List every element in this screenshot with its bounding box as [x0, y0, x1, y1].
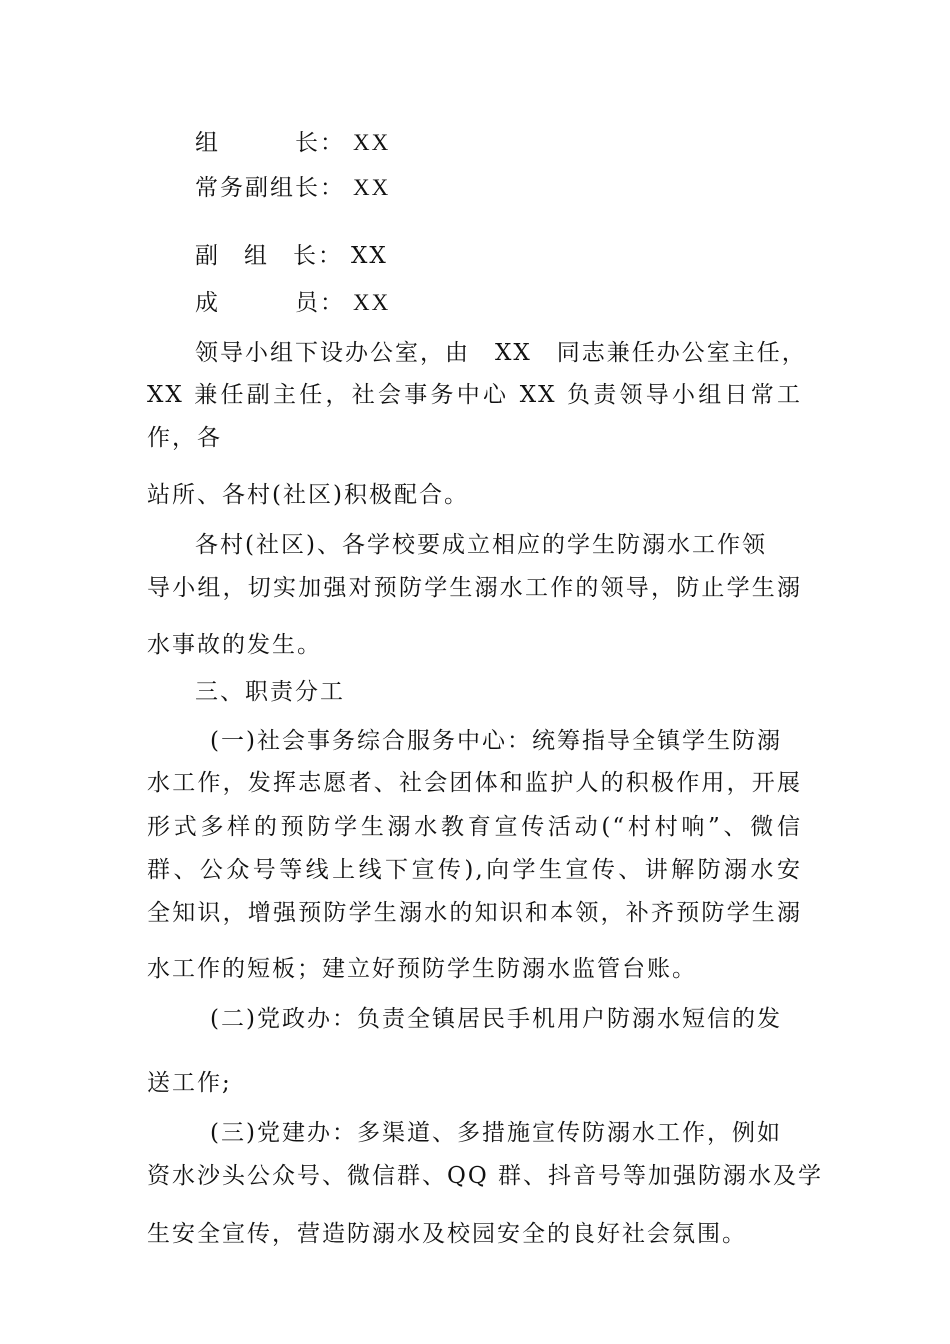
section2-line-2: 送工作;	[147, 1070, 232, 1096]
section1-line-1: (一)社会事务综合服务中心：统筹指导全镇学生防溺	[210, 728, 782, 754]
section-title: 三、职责分工	[195, 679, 345, 705]
village-line-3: 水事故的发生。	[147, 632, 322, 658]
role-leader	[195, 128, 855, 158]
section3-line-2: 资水沙头公众号、微信群、QQ 群、抖音号等加强防溺水及学	[147, 1163, 824, 1189]
section1-line-3: 形式多样的预防学生溺水教育宣传活动(“村村响”、微信	[147, 814, 802, 840]
section1-line-6: 水工作的短板；建立好预防学生防溺水监管台账。	[147, 956, 697, 982]
role-deputy-label-b: 组	[244, 243, 269, 269]
role-deputy	[195, 241, 855, 271]
office-line-1: 领导小组下设办公室，由 XX 同志兼任办公室主任，	[195, 340, 807, 366]
role-member-label-a: 成	[195, 290, 220, 316]
role-leader-value: XX	[353, 130, 391, 155]
section2-line-1: (二)党政办：负责全镇居民手机用户防溺水短信的发	[210, 1006, 782, 1032]
office-line-4: 站所、各村(社区)积极配合。	[147, 482, 469, 508]
role-deputy-label-a: 副	[195, 243, 220, 269]
role-member-label-b: 员：	[295, 290, 345, 316]
role-exec-deputy-label: 常务副组长：	[195, 175, 345, 201]
role-exec-deputy	[195, 173, 855, 203]
role-deputy-value: XX	[351, 243, 388, 269]
role-deputy-label-c: 长：	[293, 243, 343, 269]
role-member	[195, 288, 855, 318]
office-line-3: 作，各	[147, 425, 222, 451]
role-exec-deputy-value: XX	[353, 175, 391, 200]
section1-line-4: 群、公众号等线上线下宣传),向学生宣传、讲解防溺水安	[147, 857, 802, 883]
role-member-value: XX	[353, 290, 391, 315]
section1-line-5: 全知识，增强预防学生溺水的知识和本领，补齐预防学生溺	[147, 900, 802, 926]
village-line-1: 各村(社区)、各学校要成立相应的学生防溺水工作领	[195, 532, 767, 558]
village-line-2: 导小组，切实加强对预防学生溺水工作的领导，防止学生溺	[147, 575, 802, 601]
role-leader-label-b: 长：	[295, 130, 345, 156]
office-line-2: XX 兼任副主任，社会事务中心 XX 负责领导小组日常工	[147, 382, 802, 408]
section3-line-1: (三)党建办：多渠道、多措施宣传防溺水工作，例如	[210, 1120, 782, 1146]
section3-line-3: 生安全宣传，营造防溺水及校园安全的良好社会氛围。	[147, 1221, 747, 1247]
role-leader-label-a: 组	[195, 130, 220, 156]
section1-line-2: 水工作，发挥志愿者、社会团体和监护人的积极作用，开展	[147, 770, 802, 796]
